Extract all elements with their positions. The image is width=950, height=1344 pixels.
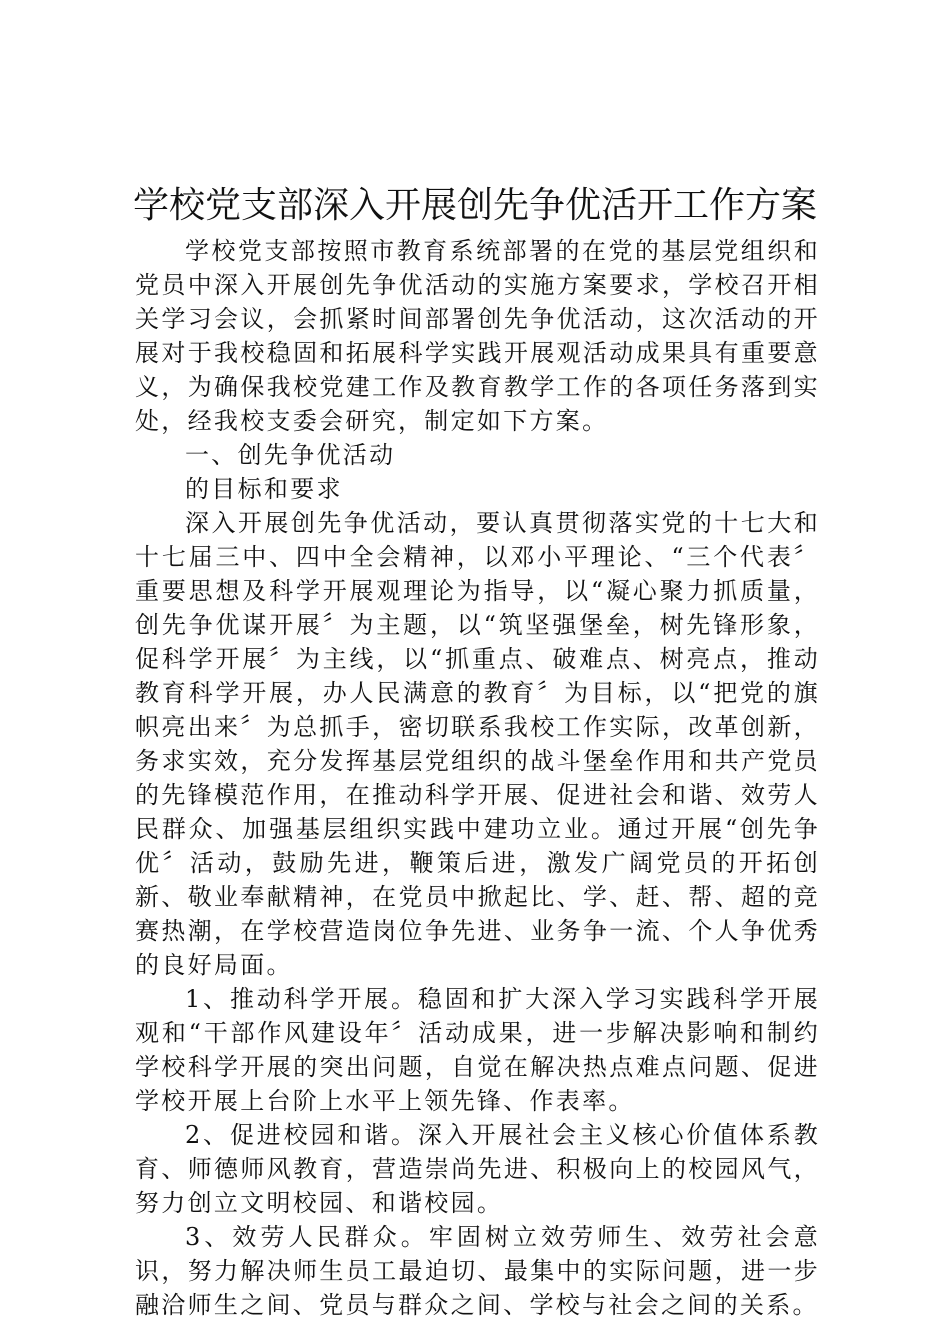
document-title: 学校党支部深入开展创先争优活开工作方案 — [132, 185, 817, 226]
document-body — [135, 234, 820, 1322]
goals-paragraph: 深入开展创先争优活动，要认真贯彻落实党的十七大和十七届三中、四中全会精神，以邓小平理论、“三个代表〞重要思想及科学开展观理论为指导，以“凝心聚力抓质量，创先争优谋开展〞为主题，以“筑坚强堡垒，树先锋形象，促科学开展〞为主线，以“抓重点、破难点、树亮点，推动教育科学开展，办人民满意的教育〞为目标，以“把党的旗帜亮出来〞为总抓手，密切联系我校工作实际，改革创新，务求实效，充分发挥基层党组织的战斗堡垒作用和共产党员的先锋模范作用，在推动科学开展、促进社会和谐、效劳人民群众、加强基层组织实践中建功立业。通过开展“创先争优〞活动，鼓励先进，鞭策后进，激发广阔党员的开拓创新、敬业奉献精神，在党员中掀起比、学、赶、帮、超的竞赛热潮，在学校营造岗位争先进、业务争一流、个人争优秀的良好局面。 — [135, 509, 820, 979]
intro-paragraph: 学校党支部按照市教育系统部署的在党的基层党组织和党员中深入开展创先争优活动的实施方案要求，学校召开相关学习会议，会抓紧时间部署创先争优活动，这次活动的开展对于我校稳固和拓展科学实践开展观活动成果具有重要意义，为确保我校党建工作及教育教学工作的各项任务落到实处，经我校支委会研究，制定如下方案。 — [135, 237, 820, 435]
section-heading-line-1: 一、创先争优活动 — [185, 441, 396, 469]
item-2-paragraph: 2、促进校园和谐。深入开展社会主义核心价值体系教育、师德师风教育，营造崇尚先进、积极向上的校园风气，努力创立文明校园、和谐校园。 — [135, 1121, 820, 1217]
item-3-paragraph: 3、效劳人民群众。牢固树立效劳师生、效劳社会意识，努力解决师生员工最迫切、最集中的实际问题，进一步融洽师生之间、党员与群众之间、学校与社会之间的关系。 — [135, 1223, 820, 1319]
section-heading-line-2: 的目标和要求 — [185, 475, 343, 503]
item-1-paragraph: 1、推动科学开展。稳固和扩大深入学习实践科学开展观和“干部作风建设年〞活动成果，进一步解决影响和制约学校科学开展的突出问题，自觉在解决热点难点问题、促进学校开展上台阶上水平上领先锋、作表率。 — [135, 985, 820, 1115]
